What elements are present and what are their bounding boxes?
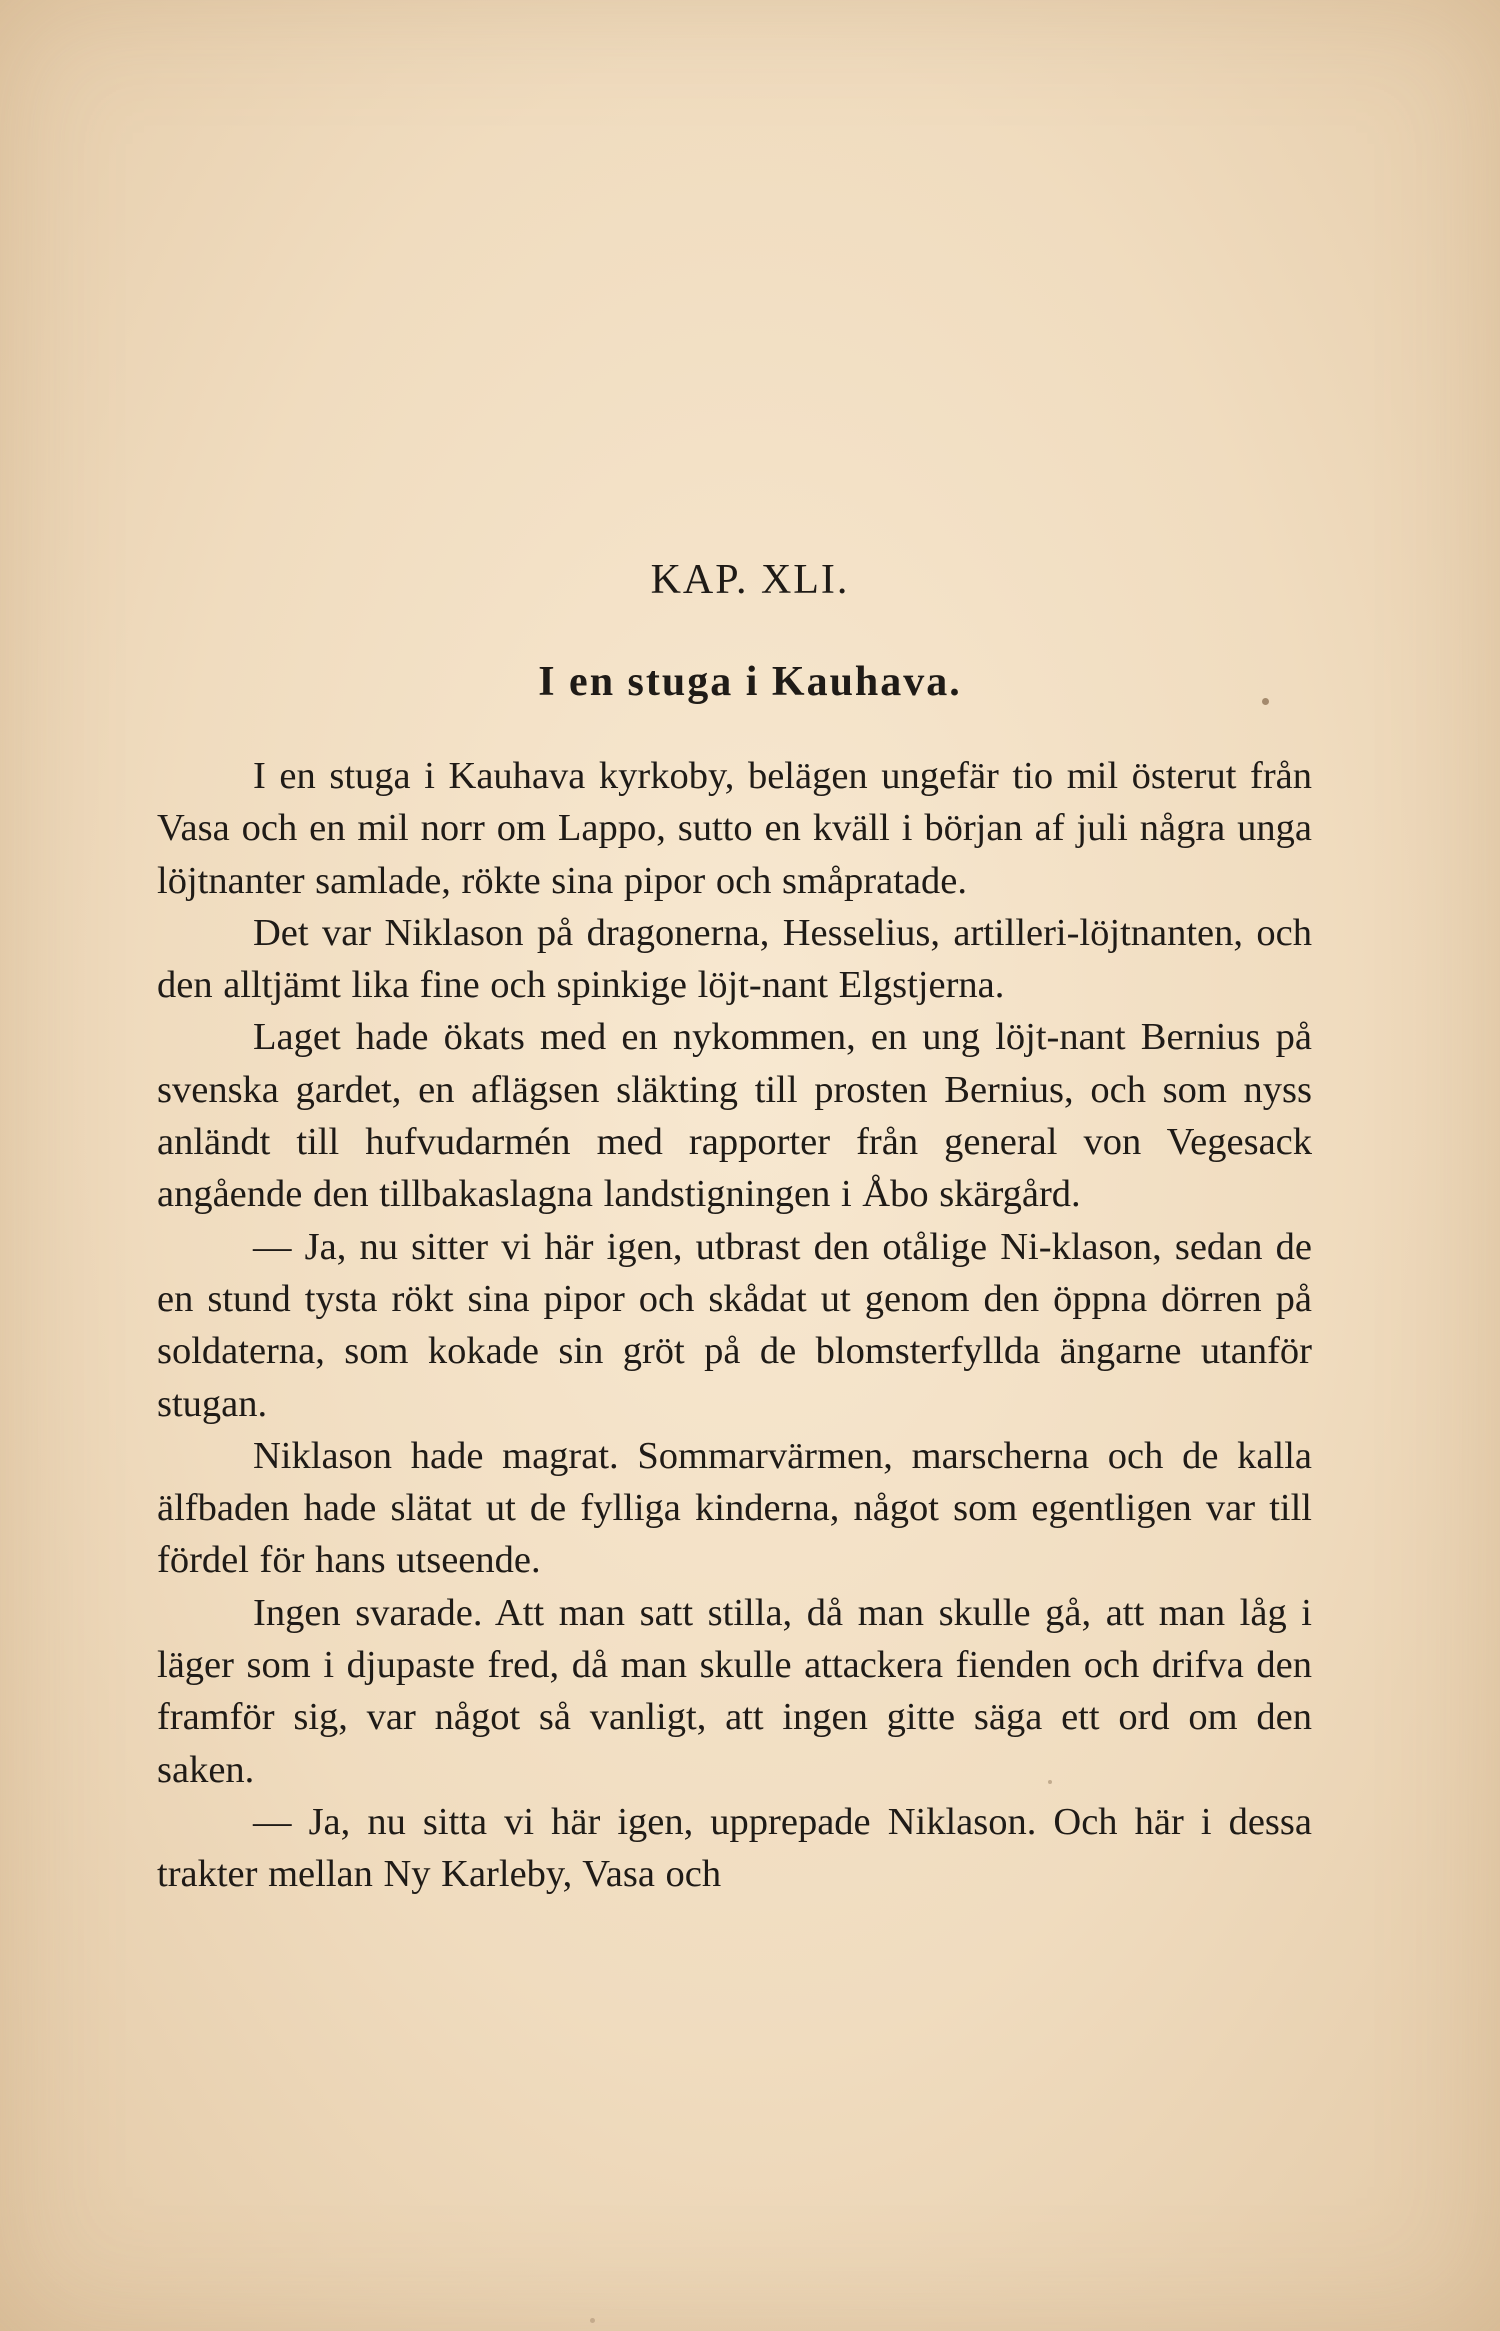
paragraph-5: Niklason hade magrat. Sommarvärmen, marscherna och de kalla älfbaden hade slätat ut de fylliga kinderna, något som egentligen var till fördel för hans utseende.: [157, 1434, 1312, 1582]
paragraph-7: — Ja, nu sitta vi här igen, upprepade Niklason. Och här i dessa trakter mellan Ny Karleby, Vasa och: [157, 1800, 1312, 1896]
paragraph-4: — Ja, nu sitter vi här igen, utbrast den otålige Ni-klason, sedan de en stund tysta rökt sina pipor och skådat ut genom den öppna dörren på soldaterna, som kokade sin gröt på de blomsterfyllda ängarne utanför stugan.: [157, 1225, 1312, 1425]
chapter-body: [157, 750, 1312, 1901]
paragraph-1: I en stuga i Kauhava kyrkoby, belägen ungefär tio mil österut från Vasa och en mil norr om Lappo, sutto en kväll i början af juli några unga löjtnanter samlade, rökte sina pipor och småpratade.: [157, 755, 1312, 902]
paragraph-2: Det var Niklason på dragonerna, Hesselius, artilleri-löjtnanten, och den alltjämt lika fine och spinkige löjt-nant Elgstjerna.: [157, 911, 1312, 1007]
paragraph-6: Ingen svarade. Att man satt stilla, då man skulle gå, att man låg i läger som i djupaste fred, då man skulle attackera fienden och drifva den framför sig, var något så vanligt, att ingen gitte säga ett ord om den saken.: [157, 1591, 1312, 1791]
paper-speck: [1048, 1780, 1052, 1784]
chapter-number: KAP. XLI.: [650, 557, 850, 603]
paragraph-3: Laget hade ökats med en nykommen, en ung löjt-nant Bernius på svenska gardet, en aflägsen släkting till prosten Bernius, och som nyss anländt till hufvudarmén med rapporter från general von Vegesack angående den tillbakaslagna landstigningen i Åbo skärgård.: [157, 1016, 1312, 1216]
paper-speck: [1262, 698, 1269, 705]
paper-speck: [590, 2318, 595, 2323]
chapter-title: I en stuga i Kauhava.: [538, 659, 962, 705]
